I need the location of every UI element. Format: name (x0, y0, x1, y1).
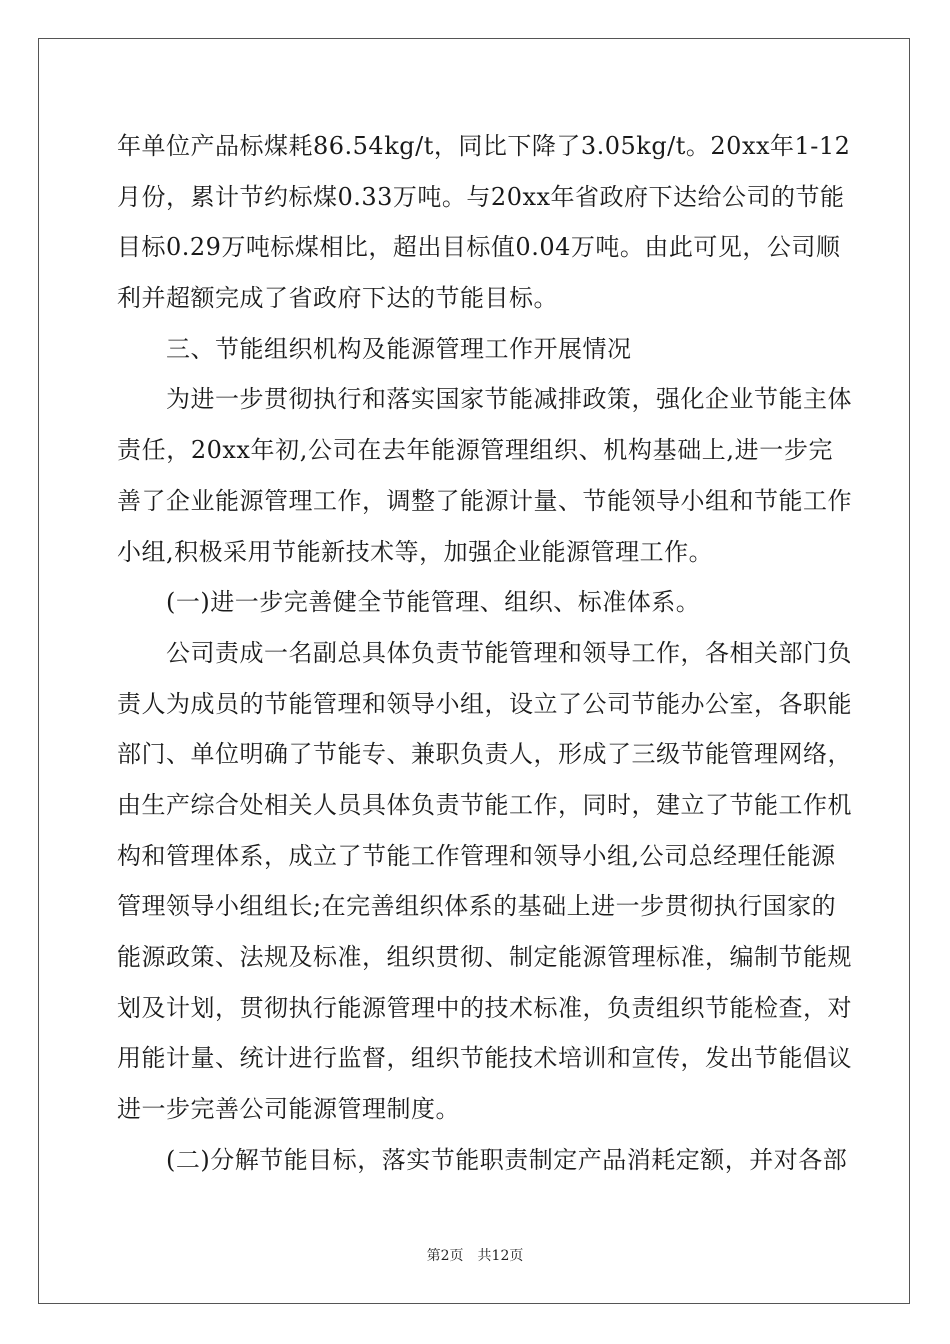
text-line: 构和管理体系，成立了节能工作管理和领导小组,公司总经理任能源 (117, 841, 836, 870)
page-footer (0, 1246, 950, 1266)
section-heading: 三、节能组织机构及能源管理工作开展情况 (117, 334, 632, 363)
text-line: 小组,积极采用节能新技术等，加强企业能源管理工作。 (117, 537, 714, 566)
subsection-heading: (二)分解节能目标，落实节能职责制定产品消耗定额，并对各部 (117, 1145, 848, 1174)
text-line: 能源政策、法规及标准，组织贯彻、制定能源管理标准，编制节能规 (117, 943, 852, 971)
text-line: 进一步完善公司能源管理制度。 (117, 1095, 460, 1124)
text-line: 划及计划，贯彻执行能源管理中的技术标准，负责组织节能检查，对 (117, 993, 852, 1022)
document-body (117, 128, 852, 1192)
text-line: 目标0.29万吨标煤相比，超出目标值0.04万吨。由此可见，公司顺 (117, 233, 841, 262)
text-line: 责人为成员的节能管理和领导小组，设立了公司节能办公室，各职能 (117, 689, 852, 718)
text-line: 为进一步贯彻执行和落实国家节能减排政策，强化企业节能主体 (117, 385, 852, 414)
page-number: 第2页 (426, 1248, 464, 1264)
text-line: 公司责成一名副总具体负责节能管理和领导工作，各相关部门负 (117, 638, 852, 667)
text-line: 部门、单位明确了节能专、兼职负责人，形成了三级节能管理网络， (117, 740, 852, 769)
text-line: 年单位产品标煤耗86.54kg/t，同比下降了3.05kg/t。20xx年1-12 (117, 132, 851, 160)
text-line: 责任，20xx年初,公司在去年能源管理组织、机构基础上,进一步完 (117, 436, 833, 465)
text-line: 管理领导小组组长;在完善组织体系的基础上进一步贯彻执行国家的 (117, 892, 837, 921)
text-line: 由生产综合处相关人员具体负责节能工作，同时，建立了节能工作机 (117, 790, 852, 819)
text-line: 利并超额完成了省政府下达的节能目标。 (117, 284, 558, 313)
text-line: 用能计量、统计进行监督，组织节能技术培训和宣传，发出节能倡议 (117, 1044, 852, 1073)
text-line: 善了企业能源管理工作，调整了能源计量、节能领导小组和节能工作 (117, 486, 852, 515)
page-total: 共12页 (477, 1248, 524, 1264)
subsection-heading: (一)进一步完善健全节能管理、组织、标准体系。 (117, 588, 701, 617)
text-line: 月份，累计节约标煤0.33万吨。与20xx年省政府下达给公司的节能 (117, 182, 845, 211)
